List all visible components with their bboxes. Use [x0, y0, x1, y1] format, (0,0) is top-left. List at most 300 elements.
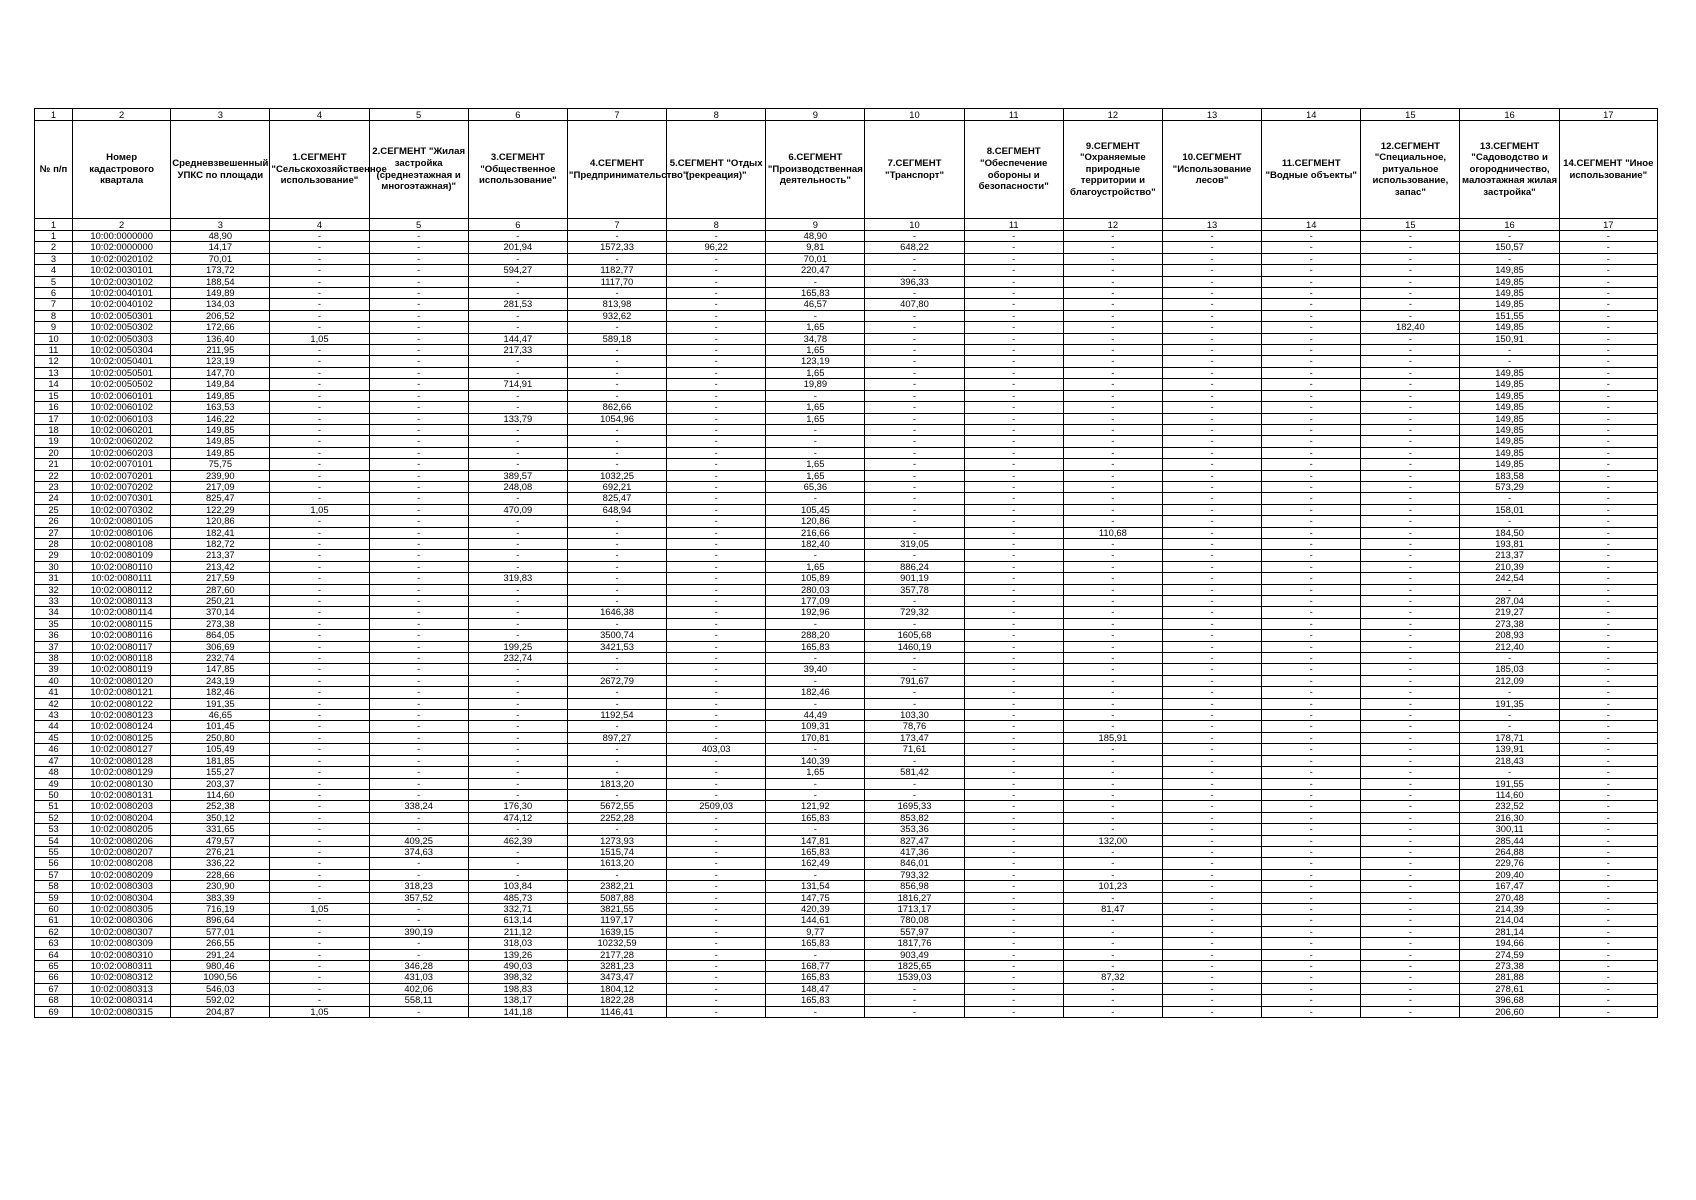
table-row-cell: - [667, 276, 766, 287]
table-row-cell: - [766, 424, 865, 435]
table-row [35, 675, 1658, 686]
table-row-cell: 44,49 [766, 710, 865, 721]
table-row-cell: - [766, 949, 865, 960]
table-row-cell: - [1063, 641, 1162, 652]
table-row-cell: - [1361, 687, 1460, 698]
table-row-cell: - [369, 345, 468, 356]
table-row-cell: 592,02 [171, 995, 270, 1006]
table-row-cell: - [964, 584, 1063, 595]
table-row-cell: 182,72 [171, 538, 270, 549]
table-row-cell: 141,18 [468, 1006, 567, 1017]
table-row-cell: 70,01 [171, 253, 270, 264]
table-row-cell: 216,66 [766, 527, 865, 538]
table-row-cell: 2177,28 [567, 949, 666, 960]
table-row-cell: 2509,03 [667, 801, 766, 812]
table-row-cell: 232,74 [468, 653, 567, 664]
table-row-cell: 147,75 [766, 892, 865, 903]
table-row [35, 276, 1658, 287]
table-row-cell: 182,40 [766, 538, 865, 549]
table-row-cell: - [1162, 949, 1261, 960]
table-row-cell: - [468, 698, 567, 709]
table-row-cell: - [1262, 801, 1361, 812]
table-row-cell: 150,91 [1460, 333, 1559, 344]
table-row-cell: 250,21 [171, 596, 270, 607]
table-row-cell: - [1162, 915, 1261, 926]
table-row-cell: - [1262, 995, 1361, 1006]
table-row-cell: - [667, 561, 766, 572]
table-row-cell: - [1262, 561, 1361, 572]
table-row-cell: - [1262, 630, 1361, 641]
table-row-cell: - [1262, 413, 1361, 424]
table-row-cell: - [270, 447, 369, 458]
table-row-cell: - [667, 664, 766, 675]
table-row-cell: - [567, 253, 666, 264]
table-row-cell: 346,28 [369, 961, 468, 972]
table-row-cell: - [567, 687, 666, 698]
table-row-cell: - [1262, 584, 1361, 595]
table-row-cell: - [667, 379, 766, 390]
column-number-row-cell: 2 [73, 219, 171, 231]
table-row-cell: - [1063, 481, 1162, 492]
table-row-cell: 10:02:0070301 [73, 493, 171, 504]
table-row [35, 744, 1658, 755]
table-row-cell: 165,83 [766, 846, 865, 857]
table-row-cell: - [766, 1006, 865, 1017]
table-row-cell: 10:02:0070202 [73, 481, 171, 492]
table-row-cell: - [1262, 242, 1361, 253]
table-row-cell: - [567, 424, 666, 435]
table-row-cell: - [1559, 447, 1657, 458]
table-row-cell: - [766, 869, 865, 880]
table-row-cell: 3 [35, 253, 73, 264]
table-row-cell: 557,97 [865, 926, 964, 937]
table-row-cell: - [964, 869, 1063, 880]
table-row-cell: - [369, 1006, 468, 1017]
table-row-cell: - [1262, 253, 1361, 264]
table-row-cell: 10:02:0050401 [73, 356, 171, 367]
table-row [35, 755, 1658, 766]
table-row-cell: 10:02:0080105 [73, 516, 171, 527]
table-row-cell: - [865, 995, 964, 1006]
table-row-cell: - [270, 550, 369, 561]
table-row-cell: 133,79 [468, 413, 567, 424]
table-row [35, 333, 1658, 344]
table-row-cell: - [667, 767, 766, 778]
table-row-cell: - [766, 310, 865, 321]
table-row-cell: - [1162, 527, 1261, 538]
table-row-cell: 105,89 [766, 573, 865, 584]
table-row-cell: - [1361, 903, 1460, 914]
table-row-cell: - [1162, 253, 1261, 264]
table-row-cell: 66 [35, 972, 73, 983]
table-row [35, 288, 1658, 299]
table-row-cell: 1639,15 [567, 926, 666, 937]
table-row-cell: 243,19 [171, 675, 270, 686]
table-row-cell: 147,85 [171, 664, 270, 675]
table-row-cell: - [667, 402, 766, 413]
table-row-cell: - [369, 812, 468, 823]
table-row-cell: 11 [35, 345, 73, 356]
table-row-cell: 357,52 [369, 892, 468, 903]
table-row-cell: - [1460, 584, 1559, 595]
table-row [35, 573, 1658, 584]
table-row-cell: - [865, 356, 964, 367]
table-row-cell: 150,57 [1460, 242, 1559, 253]
table-row-cell: 7 [35, 299, 73, 310]
table-row-cell: - [567, 436, 666, 447]
table-row-cell: - [1361, 983, 1460, 994]
table-row-cell: - [1262, 516, 1361, 527]
table-row-cell: 10:02:0080128 [73, 755, 171, 766]
table-row-cell: - [667, 903, 766, 914]
table-row-cell: 10:02:0080113 [73, 596, 171, 607]
table-row-cell: - [1262, 675, 1361, 686]
table-row [35, 835, 1658, 846]
column-number-row-cell: 10 [865, 219, 964, 231]
table-row-cell: 201,94 [468, 242, 567, 253]
table-row-cell: - [964, 493, 1063, 504]
table-row [35, 618, 1658, 629]
table-row-cell: - [369, 424, 468, 435]
table-row-cell: - [1361, 231, 1460, 242]
table-row-cell: - [1162, 869, 1261, 880]
table-row-cell: 791,67 [865, 675, 964, 686]
table-row-cell: - [964, 630, 1063, 641]
table-row [35, 641, 1658, 652]
table-row-cell: 864,05 [171, 630, 270, 641]
table-row-cell: 10:02:0080115 [73, 618, 171, 629]
table-row-cell: - [1559, 687, 1657, 698]
table-row-cell: - [1063, 915, 1162, 926]
table-row-cell: - [270, 573, 369, 584]
table-row-cell: - [1063, 596, 1162, 607]
column-header-row-cell: № п/п [35, 121, 73, 219]
table-row-cell: - [270, 436, 369, 447]
table-row-cell: - [1063, 447, 1162, 458]
table-row-cell: 35 [35, 618, 73, 629]
table-row-cell: 43 [35, 710, 73, 721]
table-row-cell: - [1162, 755, 1261, 766]
table-row-cell: - [1460, 687, 1559, 698]
table-row-cell: - [1559, 333, 1657, 344]
table-row-cell: - [369, 413, 468, 424]
table-row-cell: - [1063, 961, 1162, 972]
table-row-cell: 273,38 [1460, 961, 1559, 972]
table-row-cell: 281,53 [468, 299, 567, 310]
table-row-cell: 69 [35, 1006, 73, 1017]
table-row-cell: - [1262, 470, 1361, 481]
table-row-cell: - [865, 687, 964, 698]
table-row-cell: - [667, 356, 766, 367]
table-row-cell: - [1063, 869, 1162, 880]
table-row-cell: 417,36 [865, 846, 964, 857]
table-row-cell: 8 [35, 310, 73, 321]
table-row-cell: - [1460, 345, 1559, 356]
table-row-cell: - [667, 493, 766, 504]
table-row-cell: - [468, 596, 567, 607]
table-row-cell: - [468, 869, 567, 880]
table-row-cell: 30 [35, 561, 73, 572]
table-row-cell: - [1361, 288, 1460, 299]
table-row-cell: 208,93 [1460, 630, 1559, 641]
table-row-cell: 67 [35, 983, 73, 994]
table-row-cell: - [1262, 276, 1361, 287]
table-row-cell: 149,84 [171, 379, 270, 390]
table-row [35, 504, 1658, 515]
table-row-cell: 29 [35, 550, 73, 561]
table-row-cell: - [964, 550, 1063, 561]
table-row [35, 1006, 1658, 1017]
table-row-cell: - [865, 402, 964, 413]
table-row-cell: - [567, 618, 666, 629]
table-row-cell: 114,60 [171, 789, 270, 800]
table-row-cell: - [1162, 516, 1261, 527]
table-row-cell: - [369, 402, 468, 413]
table-row-cell: 825,47 [171, 493, 270, 504]
table-row-cell: - [964, 538, 1063, 549]
table-row-cell: - [1262, 721, 1361, 732]
table-row-cell: - [1162, 789, 1261, 800]
table-row-cell: - [369, 447, 468, 458]
table-row-cell: 10:02:0030102 [73, 276, 171, 287]
table-row-cell: - [1262, 949, 1361, 960]
table-row-cell: - [667, 824, 766, 835]
table-row-cell: - [1361, 310, 1460, 321]
table-row-cell: - [1262, 903, 1361, 914]
table-row-cell: - [667, 1006, 766, 1017]
table-row-cell: - [865, 698, 964, 709]
table-row-cell: - [964, 801, 1063, 812]
table-row-cell: 10:02:0080314 [73, 995, 171, 1006]
table-row-cell: - [1063, 390, 1162, 401]
table-row-cell: - [964, 903, 1063, 914]
table-row-cell: - [1361, 961, 1460, 972]
table-row-cell: 52 [35, 812, 73, 823]
table-row-cell: - [270, 653, 369, 664]
table-row-cell: 780,08 [865, 915, 964, 926]
table-row-cell: - [369, 573, 468, 584]
table-row-cell: - [766, 789, 865, 800]
table-row-cell: - [1262, 653, 1361, 664]
table-row-cell: - [270, 470, 369, 481]
table-row-cell: - [1361, 755, 1460, 766]
table-row-cell: - [468, 390, 567, 401]
table-row-cell: - [1262, 687, 1361, 698]
table-row-cell: - [270, 881, 369, 892]
table-row-cell: - [468, 424, 567, 435]
column-number-row-cell: 12 [1063, 109, 1162, 121]
table-row-cell: 5 [35, 276, 73, 287]
table-row-cell: 10:02:0060101 [73, 390, 171, 401]
table-row-cell: - [1162, 459, 1261, 470]
table-row-cell: 53 [35, 824, 73, 835]
table-row-cell: - [468, 755, 567, 766]
table-row-cell: - [1559, 721, 1657, 732]
table-row-cell: - [1262, 299, 1361, 310]
table-row-cell: - [1262, 493, 1361, 504]
table-row-cell: - [1559, 630, 1657, 641]
table-row-cell: - [270, 961, 369, 972]
table-row-cell: - [468, 402, 567, 413]
table-row-cell: - [964, 242, 1063, 253]
table-row-cell: 285,44 [1460, 835, 1559, 846]
table-row-cell: 10232,59 [567, 938, 666, 949]
table-row-cell: - [1559, 356, 1657, 367]
column-number-row [35, 109, 1658, 121]
table-row [35, 824, 1658, 835]
column-number-row-cell: 5 [369, 109, 468, 121]
table-row [35, 630, 1658, 641]
column-number-row-cell: 4 [270, 219, 369, 231]
table-row-cell: - [270, 744, 369, 755]
table-row-cell: 10:02:0050502 [73, 379, 171, 390]
column-number-row-cell: 15 [1361, 109, 1460, 121]
table-row-cell: - [1361, 869, 1460, 880]
table-row-cell: 123,19 [171, 356, 270, 367]
table-row-cell: 10:02:0080208 [73, 858, 171, 869]
table-row-cell: 165,83 [766, 812, 865, 823]
table-row-cell: 60 [35, 903, 73, 914]
table-row-cell: - [567, 367, 666, 378]
table-row [35, 242, 1658, 253]
table-row-cell: 10:02:0080206 [73, 835, 171, 846]
table-row-cell: 185,03 [1460, 664, 1559, 675]
table-row-cell: - [1559, 265, 1657, 276]
table-row-cell: - [567, 345, 666, 356]
table-row-cell: - [468, 561, 567, 572]
table-row-cell: - [1559, 641, 1657, 652]
table-row-cell: - [468, 527, 567, 538]
table-row-cell: - [369, 516, 468, 527]
table-row [35, 869, 1658, 880]
table-row-cell: - [865, 789, 964, 800]
table-row-cell: 184,50 [1460, 527, 1559, 538]
table-row [35, 858, 1658, 869]
table-row-cell: - [667, 504, 766, 515]
table-row-cell: - [766, 276, 865, 287]
table-row-cell: - [1162, 698, 1261, 709]
table-row-cell: - [1262, 846, 1361, 857]
table-row [35, 778, 1658, 789]
table-row-cell: 291,24 [171, 949, 270, 960]
table-row-cell: 57 [35, 869, 73, 880]
table-row-cell: - [1162, 276, 1261, 287]
column-number-row-cell: 10 [865, 109, 964, 121]
table-row-cell: - [1063, 367, 1162, 378]
table-row-cell: - [369, 504, 468, 515]
table-row [35, 915, 1658, 926]
table-row-cell: - [1262, 938, 1361, 949]
table-row-cell: - [1559, 653, 1657, 664]
table-row-cell: 3473,47 [567, 972, 666, 983]
table-row-cell: - [1559, 436, 1657, 447]
table-row-cell: 138,17 [468, 995, 567, 1006]
table-row-cell: - [567, 767, 666, 778]
table-row-cell: 40 [35, 675, 73, 686]
table-row [35, 550, 1658, 561]
table-row-cell: 1,65 [766, 402, 865, 413]
table-row-cell: - [369, 527, 468, 538]
table-row-cell: - [270, 493, 369, 504]
table-row-cell: 149,85 [1460, 390, 1559, 401]
table-row-cell: - [1262, 288, 1361, 299]
table-row-cell: - [1063, 858, 1162, 869]
table-row-cell: - [270, 288, 369, 299]
table-row-cell: 490,03 [468, 961, 567, 972]
table-row-cell: 10:02:0070302 [73, 504, 171, 515]
table-row-cell: 281,14 [1460, 926, 1559, 937]
table-row-cell: - [1361, 299, 1460, 310]
table-row-cell: - [369, 915, 468, 926]
table-row-cell: 65,36 [766, 481, 865, 492]
table-row-cell: - [1559, 1006, 1657, 1017]
table-row-cell: 10:02:0080108 [73, 538, 171, 549]
table-row-cell: 470,09 [468, 504, 567, 515]
table-row-cell: - [270, 858, 369, 869]
table-row-cell: 149,85 [1460, 299, 1559, 310]
table-row-cell: - [865, 755, 964, 766]
table-row-cell: - [468, 322, 567, 333]
table-row [35, 470, 1658, 481]
table-row-cell: 846,01 [865, 858, 964, 869]
table-row-cell: 648,22 [865, 242, 964, 253]
table-row-cell: - [667, 459, 766, 470]
table-row-cell: 149,85 [1460, 413, 1559, 424]
table-row-cell: - [1262, 869, 1361, 880]
table-row-cell: 10:02:0080111 [73, 573, 171, 584]
table-row-cell: - [1361, 778, 1460, 789]
table-row-cell: - [567, 322, 666, 333]
table-row [35, 561, 1658, 572]
table-row-cell: - [1559, 504, 1657, 515]
table-row [35, 653, 1658, 664]
table-row-cell: - [1262, 402, 1361, 413]
table-row-cell: 10:02:0080311 [73, 961, 171, 972]
table-row-cell: - [468, 493, 567, 504]
table-row-cell: - [1559, 470, 1657, 481]
table-row-cell: - [1063, 618, 1162, 629]
table-row-cell: - [1361, 527, 1460, 538]
table-row-cell: 10:02:0000000 [73, 242, 171, 253]
table-row-cell: - [1162, 345, 1261, 356]
table-row-cell: - [1262, 379, 1361, 390]
table-row-cell: 46,65 [171, 710, 270, 721]
table-row-cell: - [270, 938, 369, 949]
table-row-cell: 264,88 [1460, 846, 1559, 857]
table-row-cell: - [865, 447, 964, 458]
table-row-cell: 42 [35, 698, 73, 709]
table-row-cell: - [1162, 596, 1261, 607]
column-number-row-cell: 11 [964, 219, 1063, 231]
table-row-cell: - [270, 607, 369, 618]
table-row-cell: 212,40 [1460, 641, 1559, 652]
table-row-cell: 462,39 [468, 835, 567, 846]
table-row-cell: 194,66 [1460, 938, 1559, 949]
table-row-cell: - [567, 664, 666, 675]
table-row-cell: 64 [35, 949, 73, 960]
table-row-cell: 10:02:0080307 [73, 926, 171, 937]
table-row-cell: - [1063, 231, 1162, 242]
table-row-cell: - [1063, 253, 1162, 264]
table-row-cell: - [369, 767, 468, 778]
table-row-cell: - [369, 949, 468, 960]
table-row-cell: 121,92 [766, 801, 865, 812]
table-row-cell: - [964, 379, 1063, 390]
table-row-cell: 218,43 [1460, 755, 1559, 766]
table-row-cell: - [1162, 356, 1261, 367]
table-row-cell: 714,91 [468, 379, 567, 390]
table-row-cell: 165,83 [766, 288, 865, 299]
